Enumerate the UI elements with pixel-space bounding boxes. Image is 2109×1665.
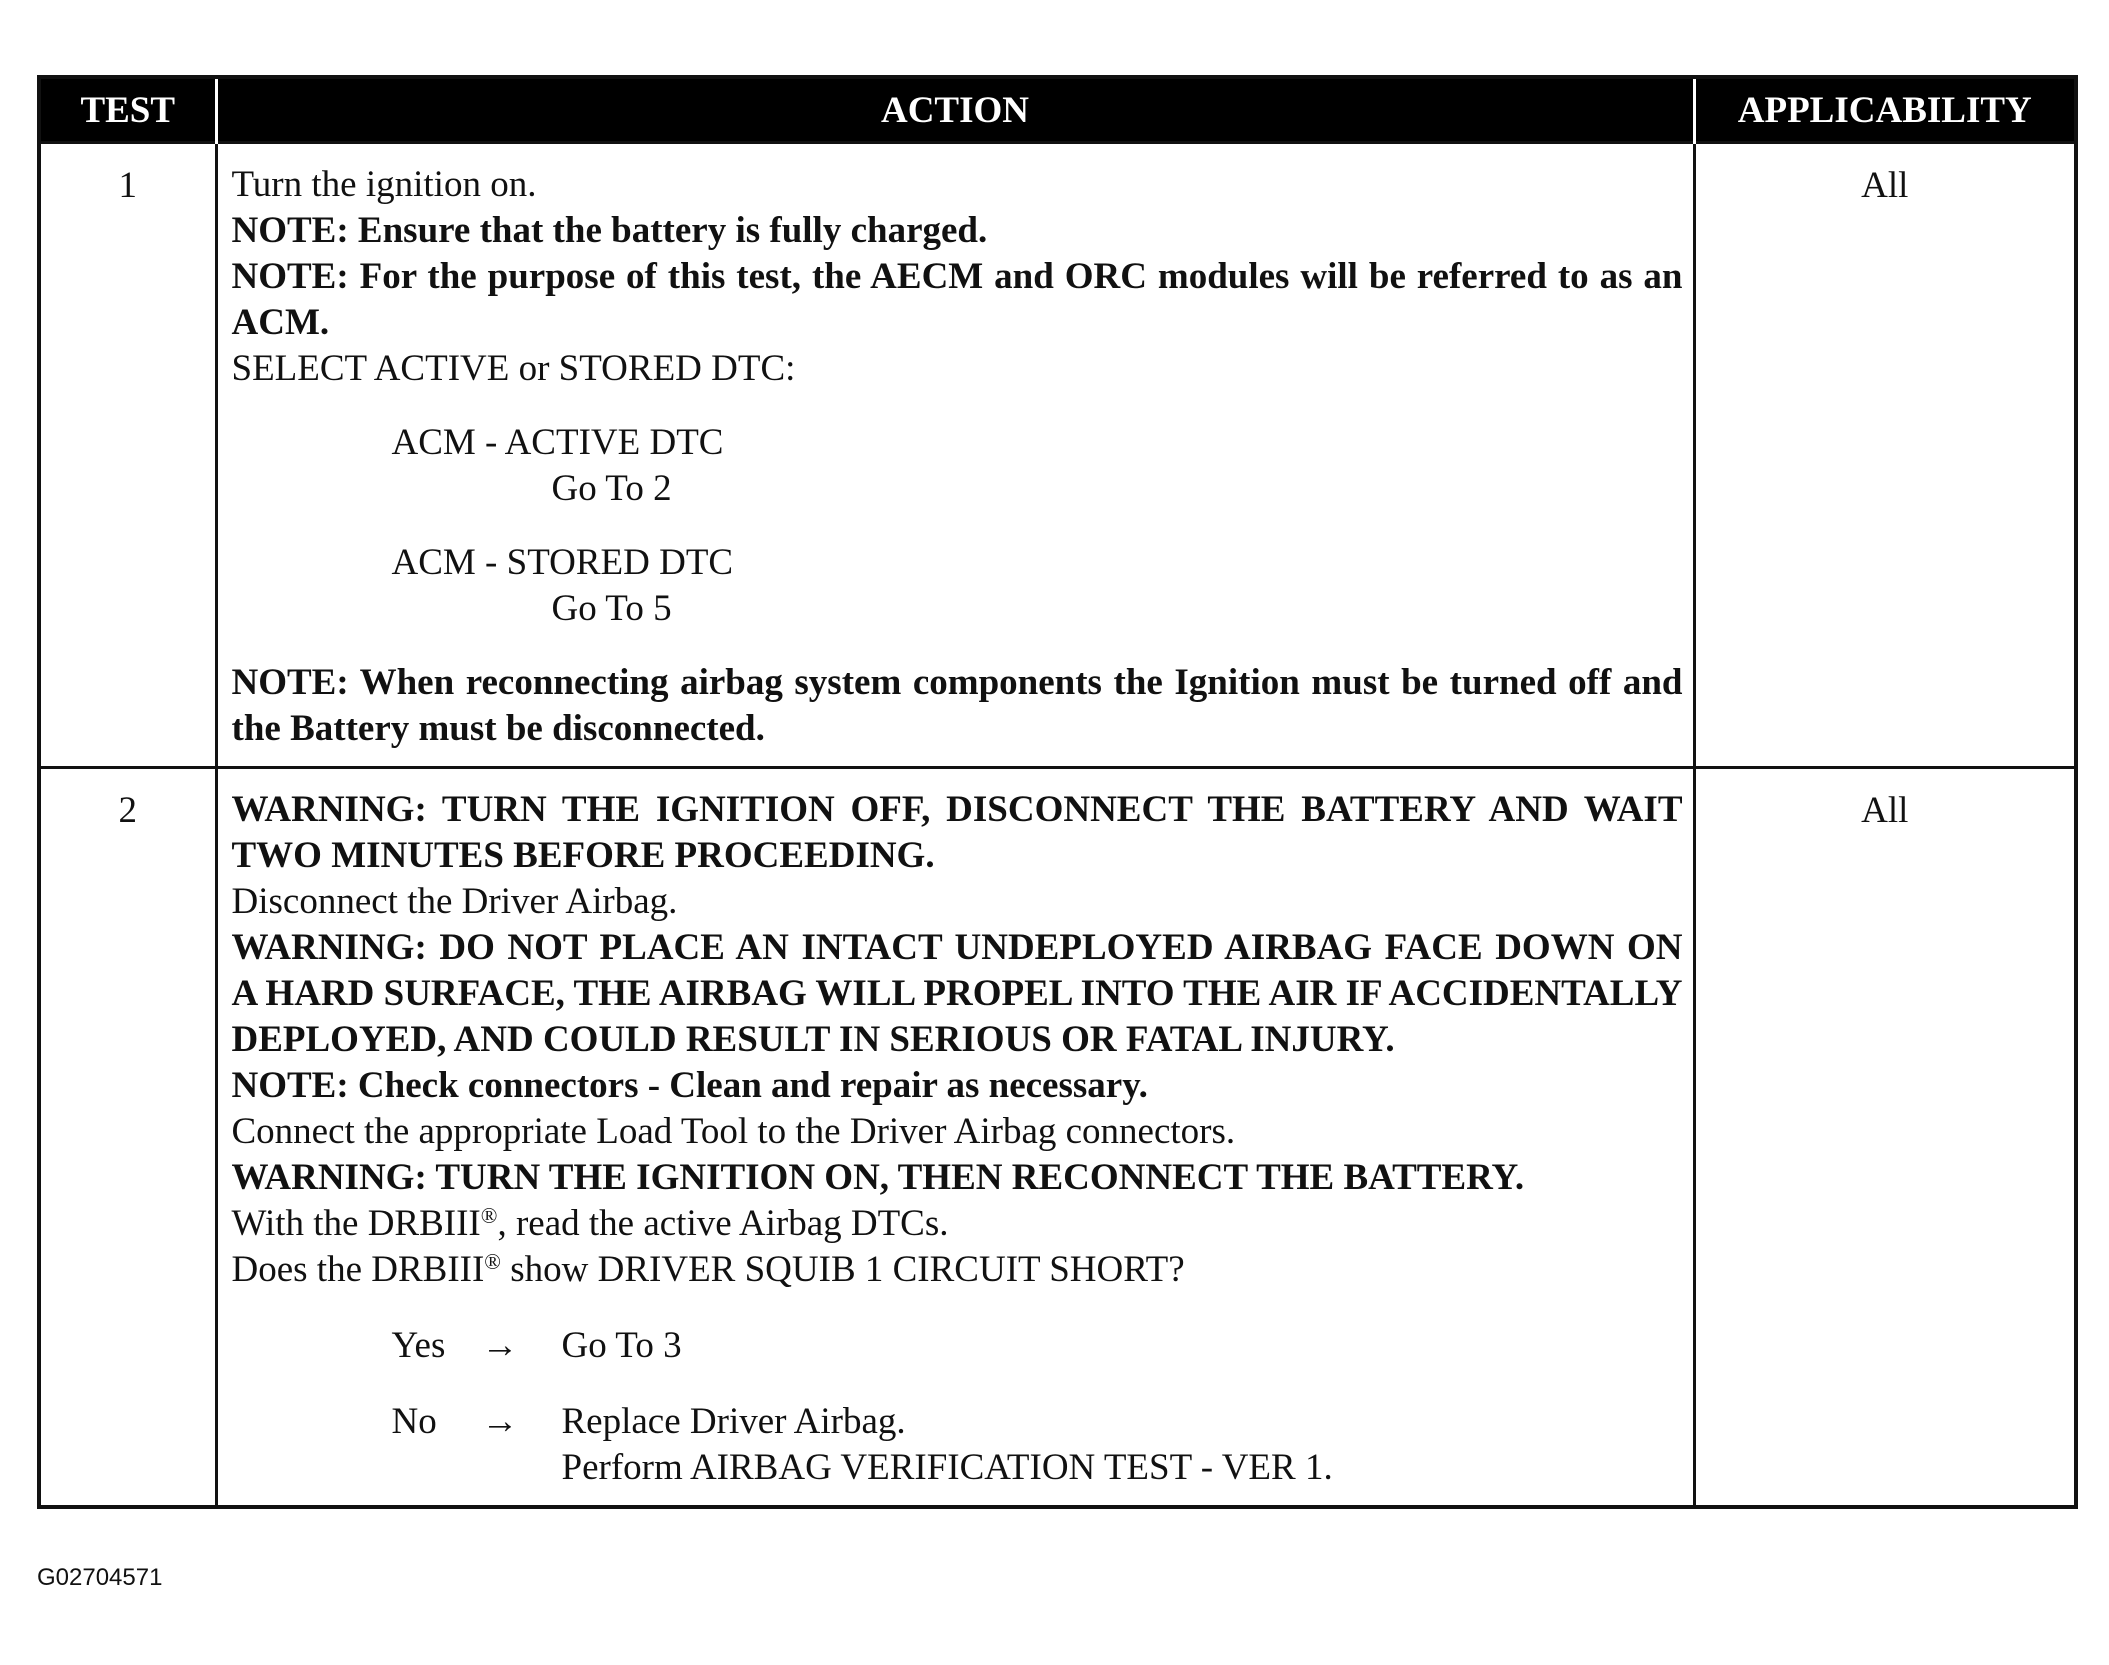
table-row — [39, 143, 2076, 768]
figure-id: G02704571 — [37, 1564, 163, 1591]
applicability-value: All — [1694, 143, 2076, 768]
action-text: Connect the appropriate Load Tool to the Driver Airbag connectors. — [231, 1111, 1236, 1152]
goto-text: Go To 5 — [551, 588, 672, 629]
diagnostic-table — [37, 75, 2078, 1509]
applicability-value: All — [1694, 768, 2076, 1508]
registered-mark: ® — [480, 1203, 498, 1228]
note-text: NOTE: Ensure that the battery is fully charged. — [231, 210, 988, 251]
choice-no — [232, 1399, 1683, 1491]
warning-text: WARNING: TURN THE IGNITION OFF, DISCONNECT THE BATTERY AND WAIT TWO MINUTES BEFORE PROCEEDING. — [231, 789, 1683, 876]
header-applicability: APPLICABILITY — [1694, 77, 2076, 143]
test-number: 2 — [39, 768, 216, 1508]
warning-text: WARNING: DO NOT PLACE AN INTACT UNDEPLOYED AIRBAG FACE DOWN ON A HARD SURFACE, THE AIRBAG WILL PROPEL INTO THE AIR IF ACCIDENTALLY DEPLOYED, AND COULD RESULT IN SERIOUS OR FATAL INJURY. — [231, 927, 1683, 1060]
action-text: Disconnect the Driver Airbag. — [231, 881, 678, 922]
arrow-icon: → — [481, 1325, 519, 1366]
header-row — [39, 77, 2076, 143]
goto-text: Go To 2 — [551, 468, 672, 509]
header-action: ACTION — [216, 77, 1694, 143]
header-test: TEST — [39, 77, 216, 143]
action-cell — [216, 143, 1694, 768]
choice-yes — [232, 1323, 1683, 1369]
registered-mark: ® — [484, 1249, 502, 1274]
option-label: ACM - ACTIVE DTC — [391, 422, 724, 463]
note-text: NOTE: Check connectors - Clean and repair as necessary. — [231, 1065, 1148, 1106]
choice-text: Perform AIRBAG VERIFICATION TEST - VER 1. — [561, 1447, 1333, 1488]
choice-text: Go To 3 — [561, 1325, 682, 1366]
choice-label: Yes — [391, 1325, 446, 1366]
warning-text: WARNING: TURN THE IGNITION ON, THEN RECONNECT THE BATTERY. — [231, 1157, 1525, 1198]
action-cell — [216, 768, 1694, 1508]
action-text: SELECT ACTIVE or STORED DTC: — [231, 348, 796, 389]
option-label: ACM - STORED DTC — [391, 542, 734, 583]
question-text: Does the DRBIII® show DRIVER SQUIB 1 CIRCUIT SHORT? — [231, 1249, 1185, 1290]
choice-text: Replace Driver Airbag. — [561, 1401, 906, 1442]
action-text: With the DRBIII®, read the active Airbag DTCs. — [231, 1203, 949, 1244]
test-number: 1 — [39, 143, 216, 768]
table-row — [39, 768, 2076, 1508]
choice-label: No — [391, 1401, 437, 1442]
arrow-icon: → — [481, 1401, 519, 1442]
note-text: NOTE: When reconnecting airbag system components the Ignition must be turned off and the Battery must be disconnected. — [231, 662, 1683, 749]
action-text: Turn the ignition on. — [231, 164, 537, 205]
note-text: NOTE: For the purpose of this test, the AECM and ORC modules will be referred to as an ACM. — [231, 256, 1683, 343]
